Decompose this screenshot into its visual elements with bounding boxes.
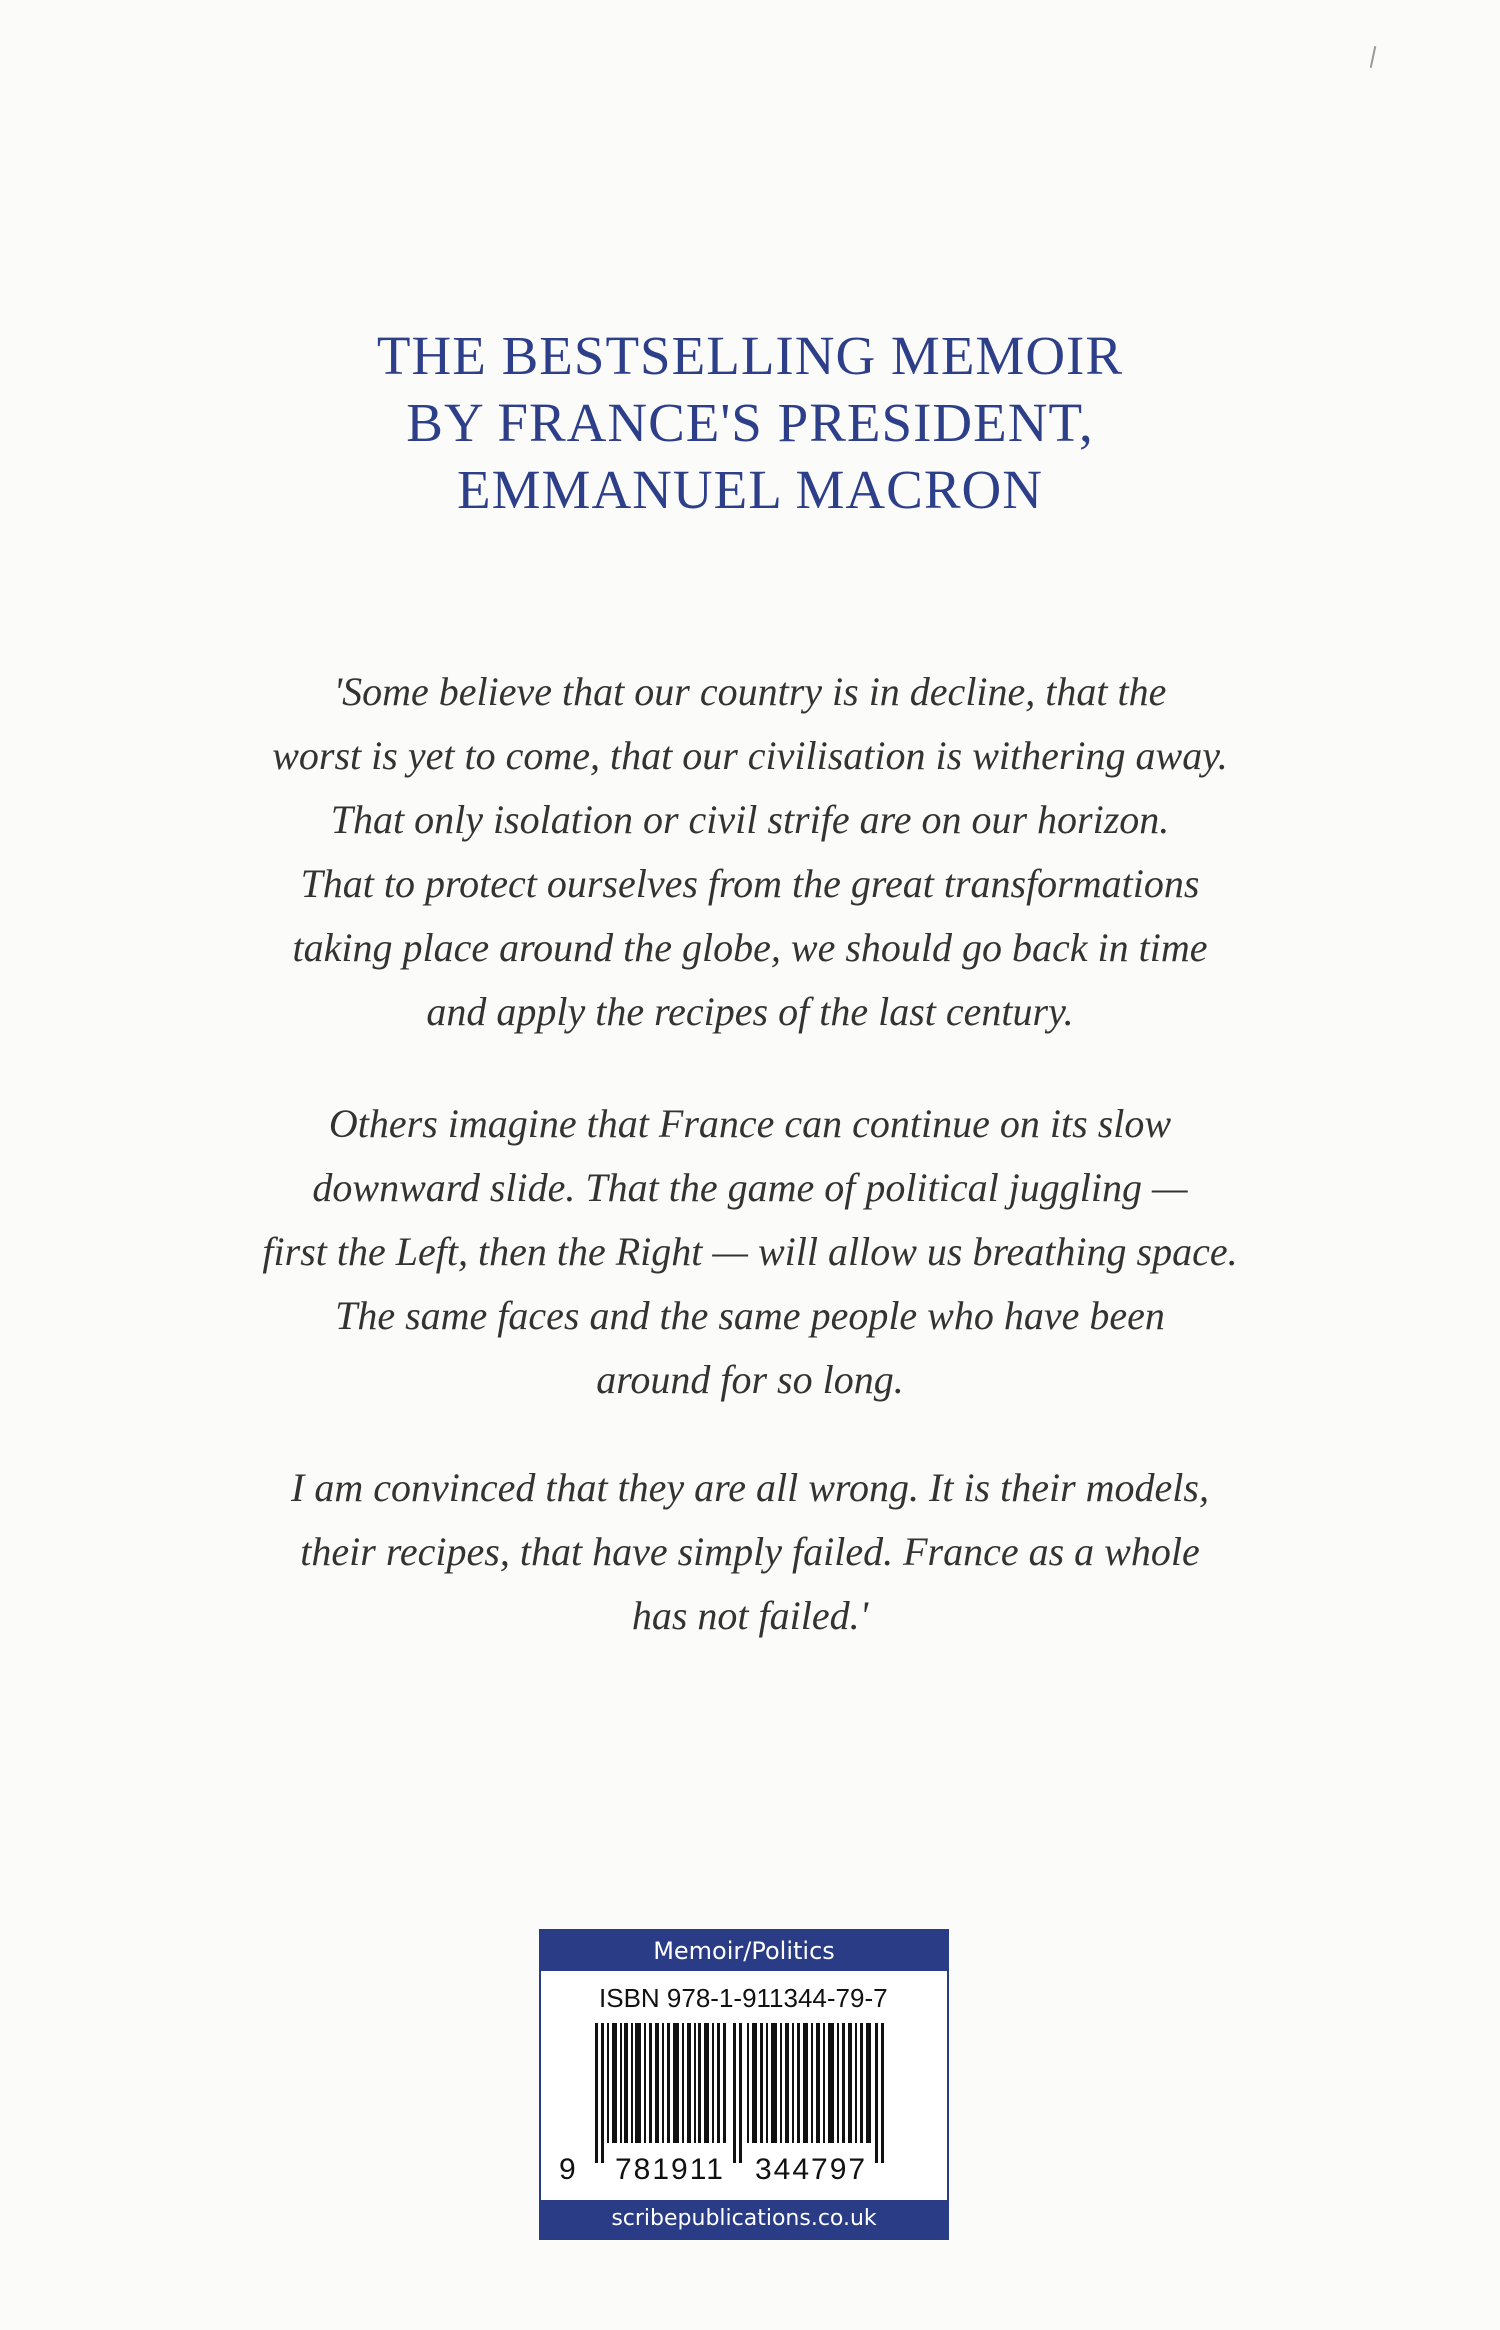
barcode-panel bbox=[539, 1929, 949, 2240]
category-band: Memoir/Politics bbox=[541, 1931, 947, 1971]
quote-line: their recipes, that have simply failed. France as a whole bbox=[300, 1529, 1200, 1574]
quote-line: downward slide. That the game of political juggling — bbox=[312, 1165, 1188, 1210]
quote-line: That to protect ourselves from the great transformations bbox=[300, 861, 1200, 906]
quote-line: The same faces and the same people who have been bbox=[335, 1293, 1165, 1338]
headline-line: BY FRANCE'S PRESIDENT, bbox=[406, 392, 1094, 453]
quote-line: and apply the recipes of the last century. bbox=[426, 989, 1074, 1034]
headline bbox=[0, 322, 1500, 523]
quote-line: Others imagine that France can continue on its slow bbox=[328, 1101, 1172, 1146]
quote-paragraph-3 bbox=[0, 1456, 1500, 1648]
barcode-digits-right: 344797 bbox=[755, 2153, 868, 2186]
isbn-text: ISBN 978-1-911344-79-7 bbox=[599, 1983, 888, 2013]
quote-line: first the Left, then the Right — will allow us breathing space. bbox=[262, 1229, 1238, 1274]
barcode-digit: 9 bbox=[559, 2153, 576, 2186]
quote-line: around for so long. bbox=[596, 1357, 904, 1402]
quote-line: 'Some believe that our country is in decline, that the bbox=[333, 669, 1167, 714]
quote-line: That only isolation or civil strife are on our horizon. bbox=[330, 797, 1170, 842]
barcode-digits-left: 781911 bbox=[615, 2153, 725, 2186]
quote-paragraph-1 bbox=[0, 660, 1500, 1044]
quote-line: has not failed.' bbox=[631, 1593, 869, 1638]
quote-line: I am convinced that they are all wrong. It is their models, bbox=[291, 1465, 1209, 1510]
quote-line: worst is yet to come, that our civilisation is withering away. bbox=[272, 733, 1228, 778]
barcode-bars bbox=[593, 2023, 893, 2163]
scan-speck bbox=[1370, 46, 1377, 68]
headline-line: EMMANUEL MACRON bbox=[457, 459, 1043, 520]
publisher-website: scribepublications.co.uk bbox=[541, 2200, 947, 2238]
quote-line: taking place around the globe, we should go back in time bbox=[292, 925, 1208, 970]
headline-line: THE BESTSELLING MEMOIR bbox=[376, 325, 1124, 386]
quote-paragraph-2 bbox=[0, 1092, 1500, 1412]
